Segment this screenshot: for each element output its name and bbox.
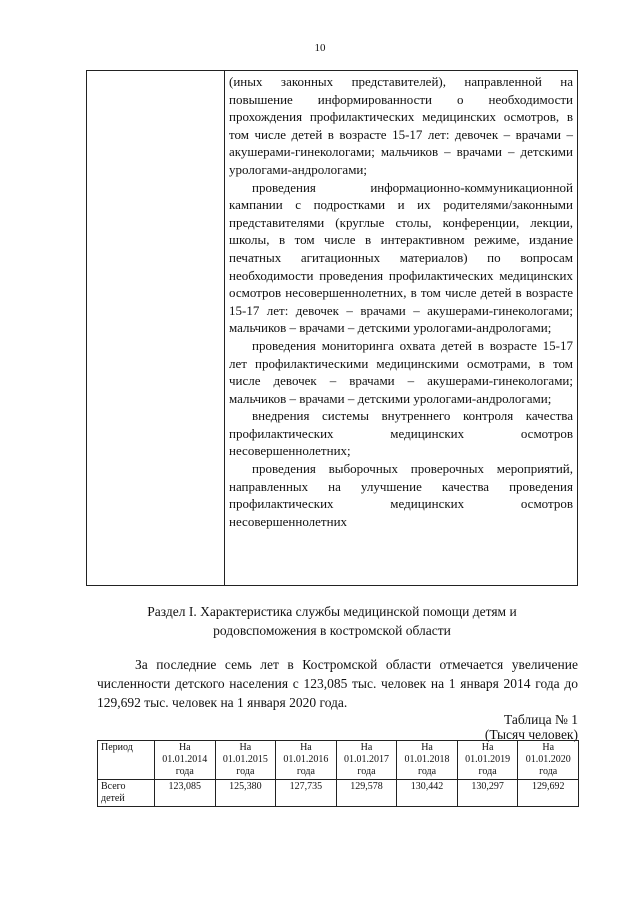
- header-date: На 01.01.2018 года: [397, 741, 458, 780]
- measure-paragraph: внедрения системы внутреннего контроля качества профилактических медицинских осмотров несовершеннолетних;: [229, 408, 573, 459]
- header-period: Период: [98, 741, 155, 780]
- header-date: На 01.01.2016 года: [276, 741, 337, 780]
- table-cell: 129,692: [518, 780, 579, 807]
- header-date: На 01.01.2017 года: [336, 741, 397, 780]
- table-header-row: [98, 741, 579, 780]
- table-cell: 130,442: [397, 780, 458, 807]
- measure-paragraph: (иных законных представителей), направленной на повышение информированности о необходимости прохождения профилактических медицинских осмотров, в том числе детей в возрасте 15-17 лет: девочек – врачами – акушерами-гинекологами; мальчиков – врачами – детскими урологами-андрологами;: [229, 74, 573, 177]
- header-date: На 01.01.2019 года: [457, 741, 518, 780]
- population-table: [97, 740, 579, 807]
- measure-paragraph: проведения мониторинга охвата детей в возрасте 15-17 лет профилактическими медицинскими осмотрами, в том числе девочек – врачами – акушерами-гинекологами; мальчиков – врачами – детскими урологами-андрологами;: [229, 337, 573, 406]
- measures-table: [86, 70, 578, 586]
- header-date: На 01.01.2014 года: [155, 741, 216, 780]
- section-title-line: Раздел I. Характеристика службы медицинской помощи детям и: [147, 604, 517, 619]
- measure-paragraph: проведения информационно-коммуникационной кампании с подростками и их родителями/законными представителями (круглые столы, конференции, лекции, школы, в том числе в интерактивном режиме, издание печатных агитационных материалов) по вопросам необходимости проведения профилактических медицинских осмотров несовершеннолетних, в том числе детей в возрасте 15-17 лет: девочек – врачами – акушерами-гинекологами; мальчиков – врачами – детскими урологами-андрологами;: [229, 179, 573, 336]
- table-cell: 125,380: [215, 780, 276, 807]
- page-number: 10: [314, 42, 326, 54]
- measures-cell: [229, 73, 573, 530]
- table-unit: (Тысяч человек): [484, 727, 578, 742]
- header-date: На 01.01.2015 года: [215, 741, 276, 780]
- column-divider: [224, 71, 225, 585]
- table-label: Таблица № 1: [504, 712, 578, 727]
- row-label: Всего детей: [98, 780, 155, 807]
- section-title-line: родовспоможения в костромской области: [213, 623, 451, 638]
- table-cell: 127,735: [276, 780, 337, 807]
- table-row: [98, 780, 579, 807]
- table-cell: 130,297: [457, 780, 518, 807]
- body-paragraph: За последние семь лет в Костромской области отмечается увеличение численности детского населения с 123,085 тыс. человек на 1 января 2014 года до 129,692 тыс. человек на 1 января 2020 года.: [97, 657, 578, 710]
- header-date: На 01.01.2020 года: [518, 741, 579, 780]
- table-cell: 129,578: [336, 780, 397, 807]
- section-title: [86, 602, 578, 640]
- table-cell: 123,085: [155, 780, 216, 807]
- measure-paragraph: проведения выборочных проверочных мероприятий, направленных на улучшение качества проведения профилактических медицинских осмотров несовершеннолетних: [229, 461, 573, 529]
